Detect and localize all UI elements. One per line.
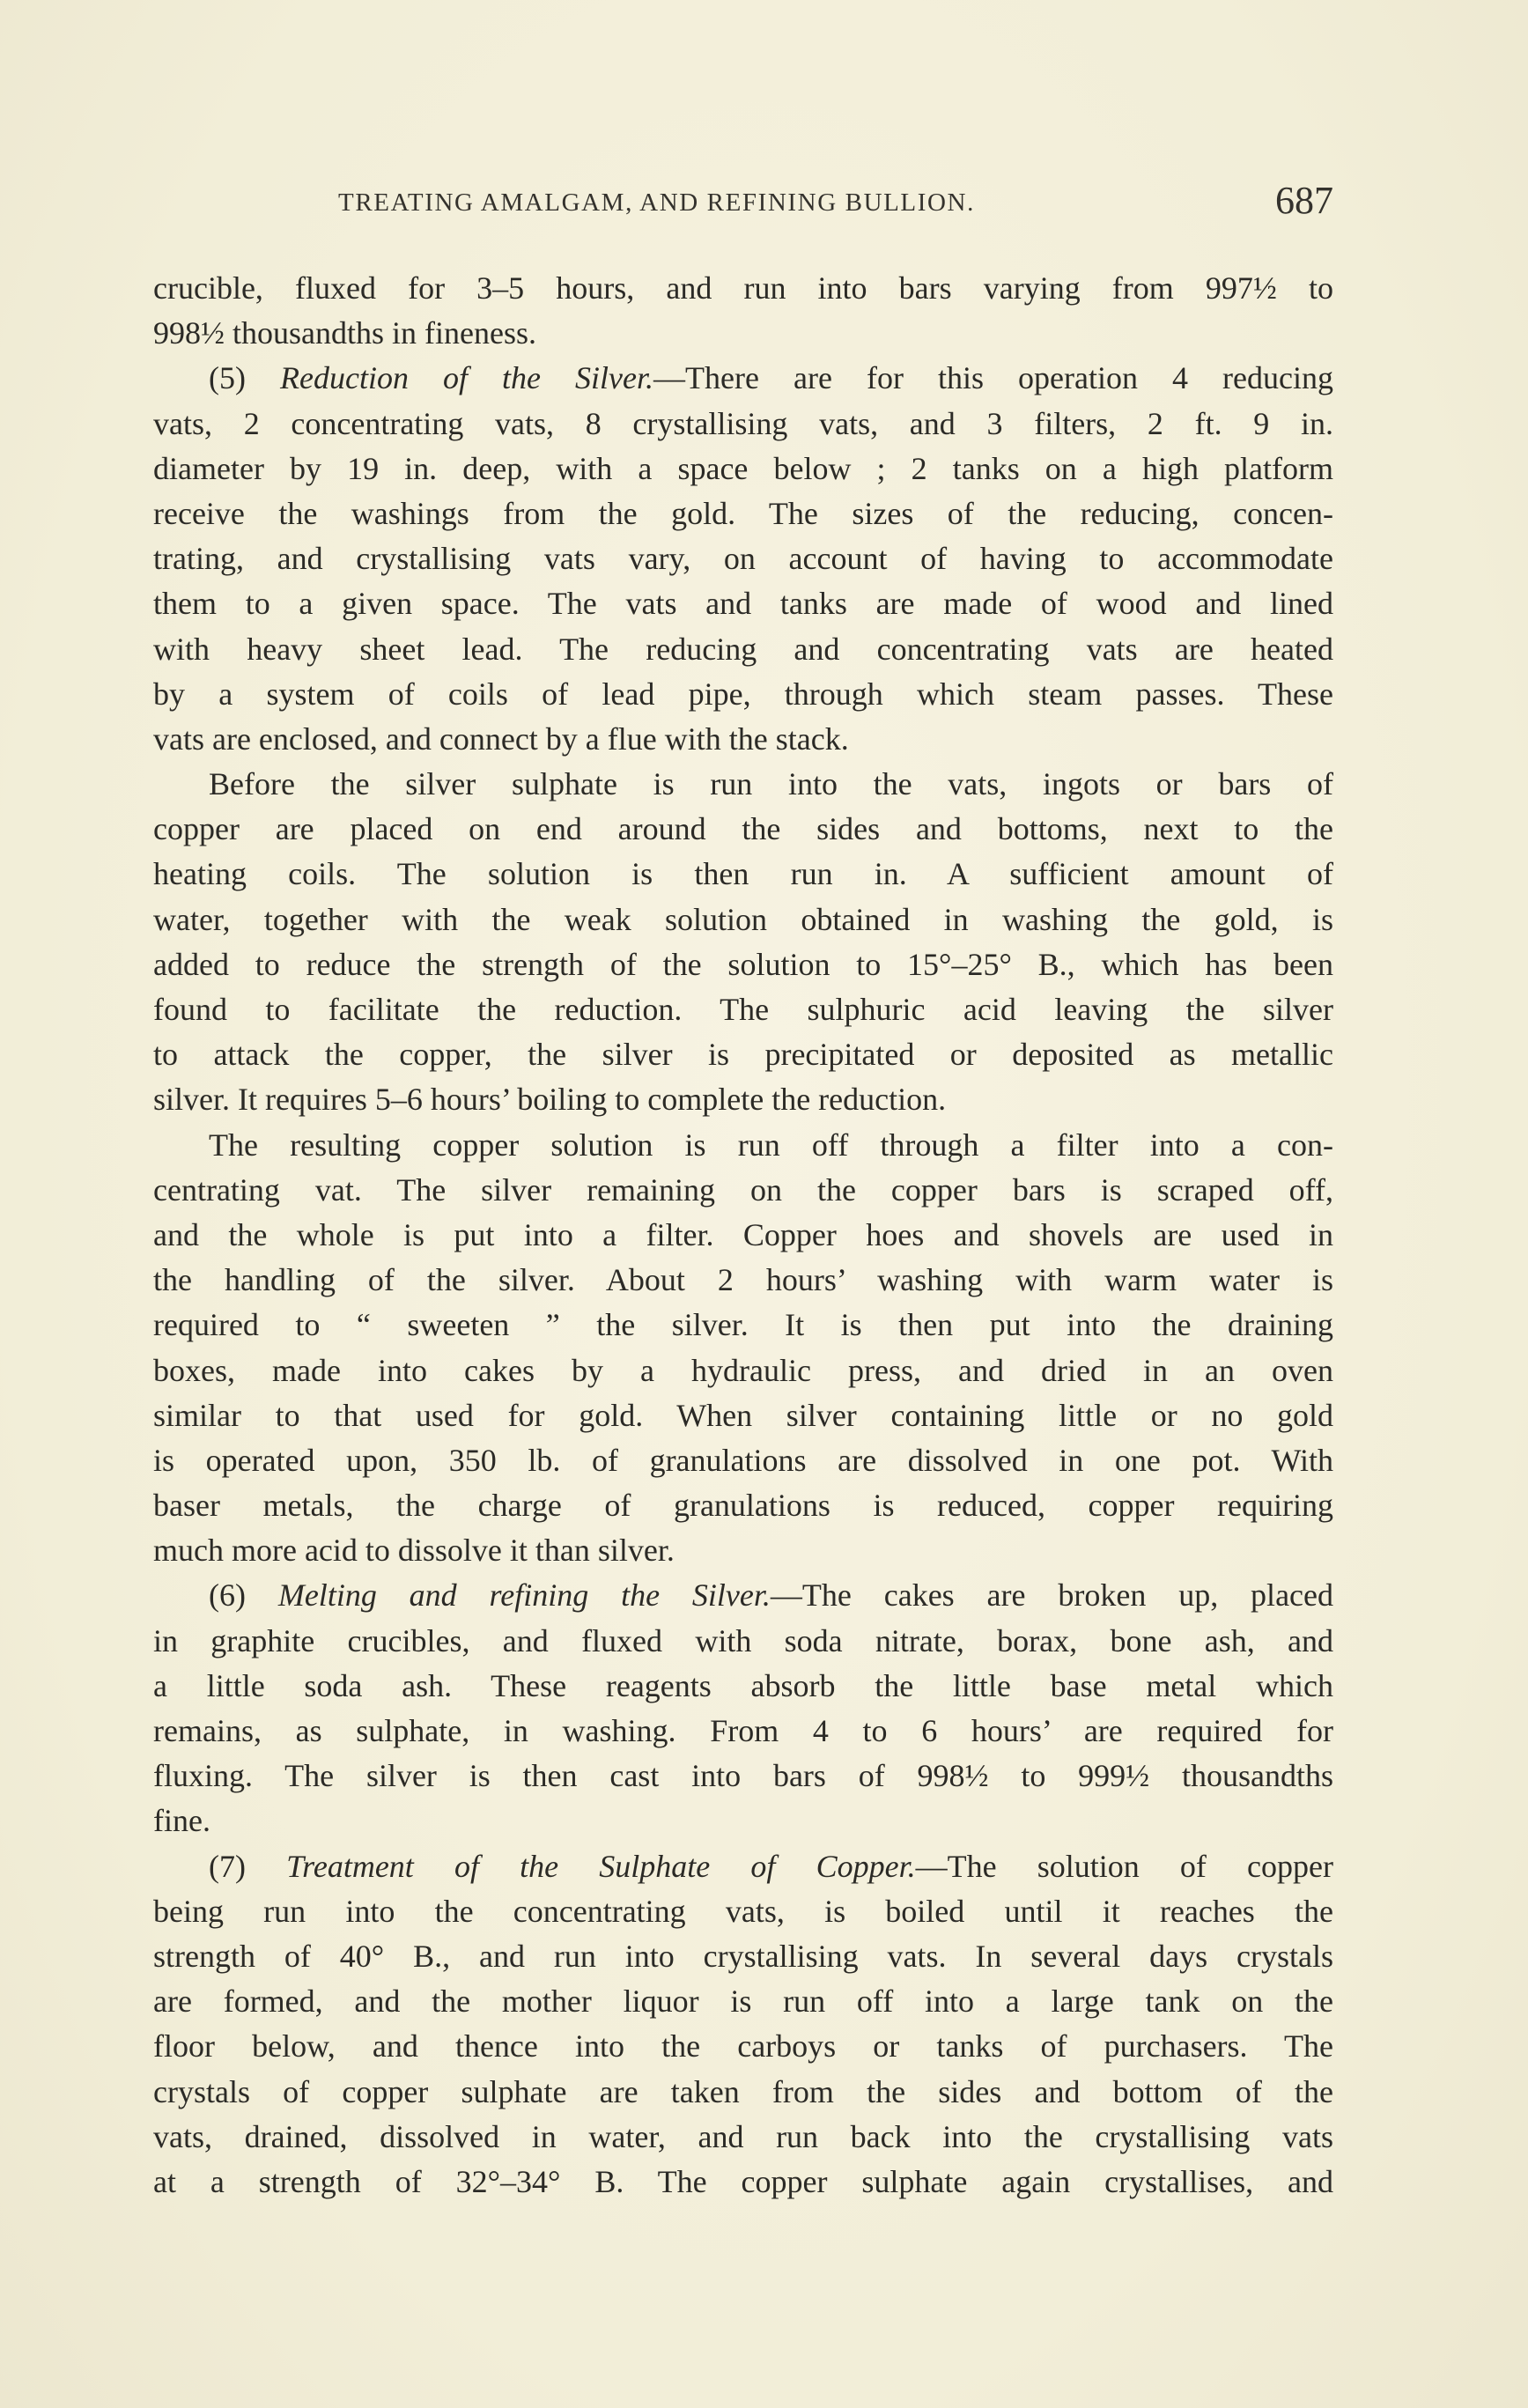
text-run: strength of 40° B., and run into crystallising vats. In several days crystals [153, 1938, 1333, 1974]
text-line [153, 1483, 1333, 1528]
page-number: 687 [1275, 179, 1333, 222]
text-run: diameter by 19 in. deep, with a space below ; 2 tanks on a high platform [153, 450, 1333, 486]
text-run: found to facilitate the reduction. The sulphuric acid leaving the silver [153, 992, 1333, 1027]
text-line [153, 1889, 1333, 1934]
text-line [153, 1528, 1333, 1573]
text-run: crystals of copper sulphate are taken from the sides and bottom of the [153, 2073, 1333, 2109]
text-run: remains, as sulphate, in washing. From 4 to 6 hours’ are required for [153, 1713, 1333, 1748]
text-run: a little soda ash. These reagents absorb the little base metal which [153, 1667, 1333, 1703]
text-run: added to reduce the strength of the solution to 15°–25° B., which has been [153, 946, 1333, 982]
text-run: much more acid to dissolve it than silver. [153, 1533, 675, 1569]
text-line [153, 1709, 1333, 1754]
text-run: receive the washings from the gold. The sizes of the reducing, concen- [153, 495, 1333, 531]
text-run: (6) [209, 1577, 278, 1614]
text-run: are formed, and the mother liquor is run off into a large tank on the [153, 1983, 1333, 2020]
text-line [153, 1123, 1333, 1168]
text-run: with heavy sheet lead. The reducing and concentrating vats are heated [153, 631, 1333, 667]
text-line [153, 807, 1333, 852]
body-text [153, 266, 1333, 2205]
text-line [153, 311, 1333, 356]
text-run: trating, and crystallising vats vary, on account of having to accommodate [153, 541, 1333, 577]
text-line [153, 672, 1333, 717]
text-line [153, 1348, 1333, 1393]
text-line [153, 1664, 1333, 1709]
text-line [153, 1934, 1333, 1979]
text-line [153, 1844, 1333, 1889]
text-run: floor below, and thence into the carboys or tanks of purchasers. The [153, 2028, 1333, 2065]
text-run: fine. [153, 1803, 210, 1839]
text-run: vats, 2 concentrating vats, 8 crystallising vats, and 3 filters, 2 ft. 9 in. [153, 405, 1333, 441]
text-run: baser metals, the charge of granulations is reduced, copper requiring [153, 1488, 1333, 1524]
text-line [153, 581, 1333, 626]
text-line [153, 627, 1333, 672]
text-line [153, 1438, 1333, 1483]
text-line [153, 1979, 1333, 2024]
text-line [153, 1573, 1333, 1618]
text-run: required to “ sweeten ” the silver. It is then put into the draining [153, 1307, 1333, 1343]
text-line [153, 1619, 1333, 1664]
text-run: to attack the copper, the silver is precipitated or deposited as metallic [153, 1037, 1333, 1073]
text-line [153, 987, 1333, 1032]
text-line [153, 266, 1333, 311]
text-run: copper are placed on end around the sides and bottoms, next to the [153, 811, 1333, 847]
text-run: water, together with the weak solution obtained in washing the gold, is [153, 901, 1333, 937]
text-run: them to a given space. The vats and tanks are made of wood and lined [153, 586, 1333, 622]
text-run: in graphite crucibles, and fluxed with soda nitrate, borax, bone ash, and [153, 1622, 1333, 1658]
text-run: (7) [209, 1848, 287, 1884]
text-line [153, 447, 1333, 491]
text-line [153, 1077, 1333, 1122]
text-run: (5) [209, 360, 281, 396]
text-line [153, 1799, 1333, 1843]
text-line [153, 2024, 1333, 2069]
text-line [153, 852, 1333, 897]
running-header [153, 181, 1333, 231]
text-run: and the whole is put into a filter. Copper hoes and shovels are used in [153, 1216, 1333, 1252]
text-run: fluxing. The silver is then cast into bars of 998½ to 999½ thousandths [153, 1758, 1333, 1794]
text-line [153, 2070, 1333, 2115]
section-heading-italic: Reduction of the Silver. [280, 360, 654, 396]
text-line [153, 942, 1333, 987]
text-line [153, 762, 1333, 807]
text-line [153, 897, 1333, 942]
text-line [153, 1258, 1333, 1303]
text-run: heating coils. The solution is then run in. A sufficient amount of [153, 856, 1333, 892]
text-run: boxes, made into cakes by a hydraulic press, and dried in an oven [153, 1352, 1333, 1388]
text-run: is operated upon, 350 lb. of granulations are dissolved in one pot. With [153, 1442, 1333, 1478]
text-run: —The cakes are broken up, placed [770, 1577, 1333, 1614]
text-line [153, 1213, 1333, 1258]
text-run: silver. It requires 5–6 hours’ boiling to complete the reduction. [153, 1082, 947, 1118]
text-run: Before the silver sulphate is run into the vats, ingots or bars of [209, 766, 1333, 802]
text-line [153, 536, 1333, 581]
text-line [153, 1754, 1333, 1799]
text-line [153, 1168, 1333, 1213]
text-line [153, 491, 1333, 536]
text-run: at a strength of 32°–34° B. The copper sulphate again crystallises, and [153, 2163, 1333, 2199]
text-line [153, 717, 1333, 762]
section-heading-italic: Treatment of the Sulphate of Copper. [286, 1848, 916, 1884]
section-heading-italic: Melting and refining the Silver. [277, 1577, 771, 1614]
text-run: being run into the concentrating vats, is boiled until it reaches the [153, 1893, 1333, 1929]
text-line [153, 1303, 1333, 1348]
text-run: —There are for this operation 4 reducing [653, 360, 1333, 396]
text-run: the handling of the silver. About 2 hours’ washing with warm water is [153, 1262, 1333, 1298]
text-line [153, 2160, 1333, 2205]
text-line [153, 402, 1333, 447]
text-run: —The solution of copper [915, 1848, 1333, 1884]
text-run: crucible, fluxed for 3–5 hours, and run into bars varying from 997½ to [153, 270, 1333, 306]
text-run: by a system of coils of lead pipe, through which steam passes. These [153, 676, 1333, 712]
text-line [153, 1393, 1333, 1438]
text-run: vats are enclosed, and connect by a flue with the stack. [153, 720, 849, 757]
text-line [153, 356, 1333, 401]
text-run: The resulting copper solution is run off through a filter into a con- [209, 1126, 1333, 1163]
running-title: TREATING AMALGAM, AND REFINING BULLION. [338, 188, 975, 217]
text-run: centrating vat. The silver remaining on the copper bars is scraped off, [153, 1171, 1333, 1208]
text-run: 998½ thousandths in fineness. [153, 315, 536, 351]
text-line [153, 1032, 1333, 1077]
text-run: similar to that used for gold. When silver containing little or no gold [153, 1397, 1333, 1433]
text-run: vats, drained, dissolved in water, and run back into the crystallising vats [153, 2118, 1333, 2154]
text-line [153, 2115, 1333, 2160]
